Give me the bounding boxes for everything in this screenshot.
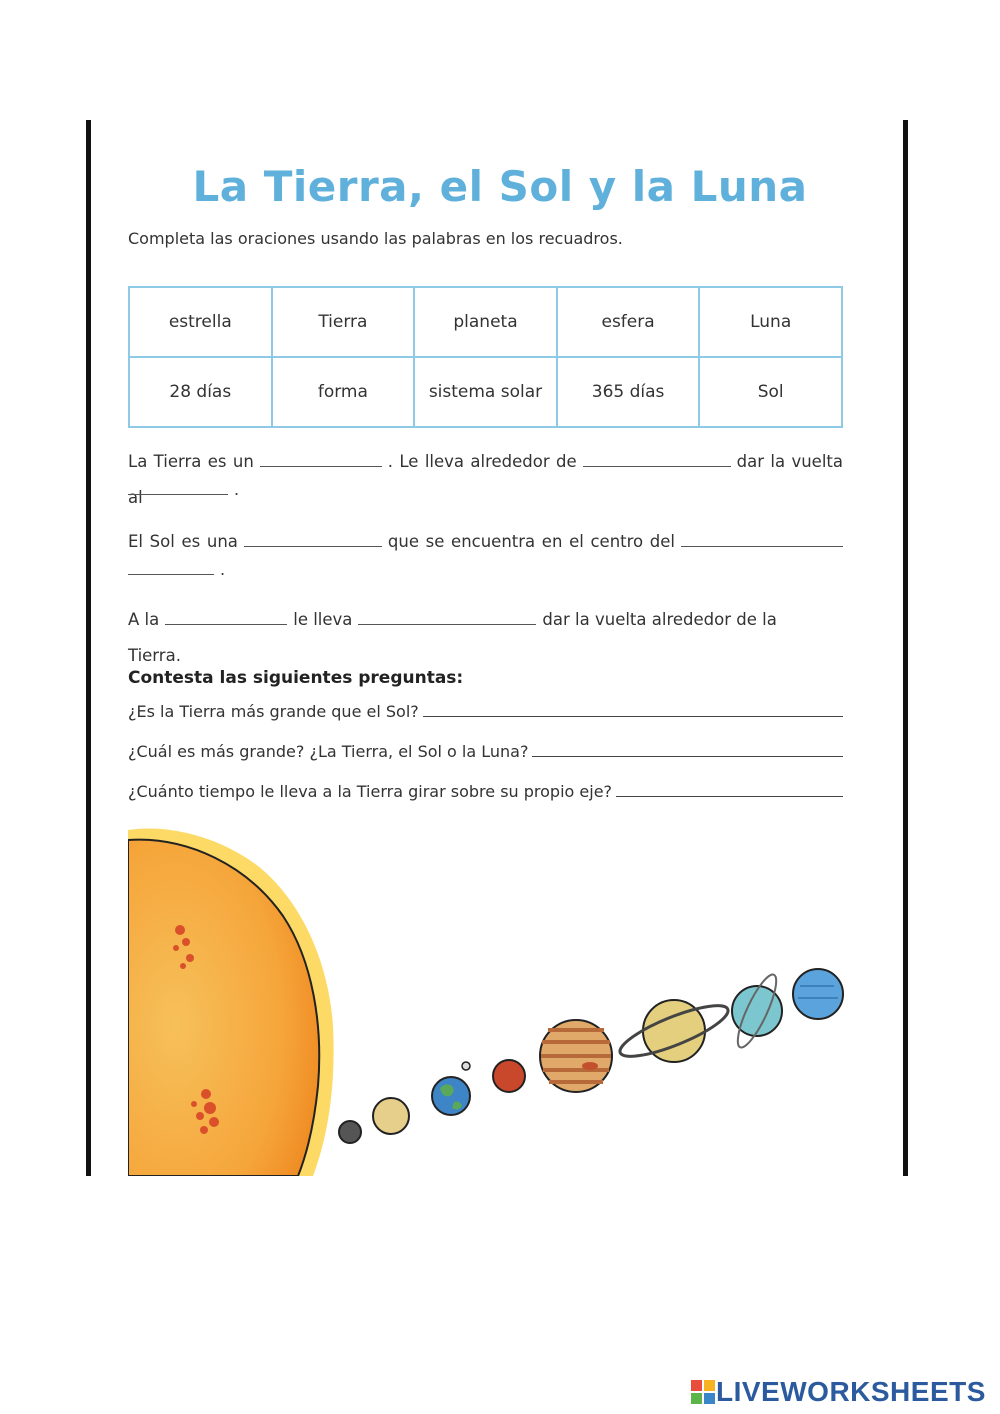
- logo-grid-icon: [690, 1379, 716, 1405]
- word-cell: forma: [272, 357, 415, 427]
- sun-icon: [128, 829, 334, 1177]
- sentence-text: .: [234, 480, 240, 499]
- sentence-2-continuation: [128, 560, 225, 579]
- sentence-text: que se encuentra en el centro del: [387, 532, 675, 551]
- word-cell: Tierra: [272, 287, 415, 357]
- worksheet-title: La Tierra, el Sol y la Luna: [192, 162, 808, 211]
- solar-system-illustration: [128, 826, 848, 1176]
- sentence-text: .: [220, 560, 226, 579]
- sentence-3: [128, 602, 818, 674]
- word-cell: Luna: [699, 287, 842, 357]
- questions-heading: Contesta las siguientes preguntas:: [128, 668, 464, 688]
- answer-blank[interactable]: [260, 465, 382, 467]
- answer-blank[interactable]: [128, 573, 214, 575]
- question-1: [128, 702, 843, 721]
- question-2: [128, 742, 843, 761]
- mars-icon: [493, 1060, 525, 1092]
- sentence-text: . Le lleva alrededor de: [387, 452, 577, 471]
- question-3: [128, 782, 843, 801]
- liveworksheets-logo: [690, 1376, 986, 1408]
- word-cell: 28 días: [129, 357, 272, 427]
- answer-blank[interactable]: [583, 465, 731, 467]
- word-cell: esfera: [557, 287, 700, 357]
- word-cell: Sol: [699, 357, 842, 427]
- moon-icon: [462, 1062, 470, 1070]
- answer-blank[interactable]: [128, 493, 228, 495]
- question-text: ¿Cuál es más grande? ¿La Tierra, el Sol o la Luna?: [128, 742, 529, 761]
- word-cell: 365 días: [557, 357, 700, 427]
- word-cell: planeta: [414, 287, 557, 357]
- answer-line[interactable]: [532, 742, 843, 757]
- saturn-icon: [615, 996, 733, 1065]
- venus-icon: [373, 1098, 409, 1134]
- right-border-line: [903, 120, 908, 1176]
- answer-line[interactable]: [423, 702, 843, 717]
- sentence-text: dar la vuelta alrededor de la Tierra.: [128, 610, 777, 665]
- instruction-text: Completa las oraciones usando las palabras en los recuadros.: [128, 229, 623, 248]
- answer-line[interactable]: [616, 782, 843, 797]
- sentence-text: A la: [128, 610, 160, 629]
- answer-blank[interactable]: [244, 545, 382, 547]
- sentence-text: le lleva: [293, 610, 353, 629]
- answer-blank[interactable]: [681, 545, 843, 547]
- word-cell: sistema solar: [414, 357, 557, 427]
- word-bank-row: [129, 357, 842, 427]
- word-bank-table: [128, 286, 843, 428]
- sentence-text: El Sol es una: [128, 532, 238, 551]
- sentence-1-continuation: [128, 480, 239, 499]
- answer-blank[interactable]: [165, 623, 287, 625]
- jupiter-icon: [540, 1020, 612, 1092]
- sentence-text: La Tierra es un: [128, 452, 254, 471]
- logo-text: LIVEWORKSHEETS: [716, 1376, 986, 1407]
- earth-icon: [432, 1077, 470, 1115]
- sentence-2: [128, 524, 843, 560]
- mercury-icon: [339, 1121, 361, 1143]
- neptune-icon: [793, 969, 843, 1019]
- question-text: ¿Cuánto tiempo le lleva a la Tierra girar sobre su propio eje?: [128, 782, 613, 801]
- word-cell: estrella: [129, 287, 272, 357]
- sentence-text: dar la vuelta al: [128, 452, 843, 507]
- uranus-icon: [731, 971, 783, 1052]
- word-bank-row: [129, 287, 842, 357]
- left-border-line: [86, 120, 91, 1176]
- answer-blank[interactable]: [358, 623, 536, 625]
- question-text: ¿Es la Tierra más grande que el Sol?: [128, 702, 419, 721]
